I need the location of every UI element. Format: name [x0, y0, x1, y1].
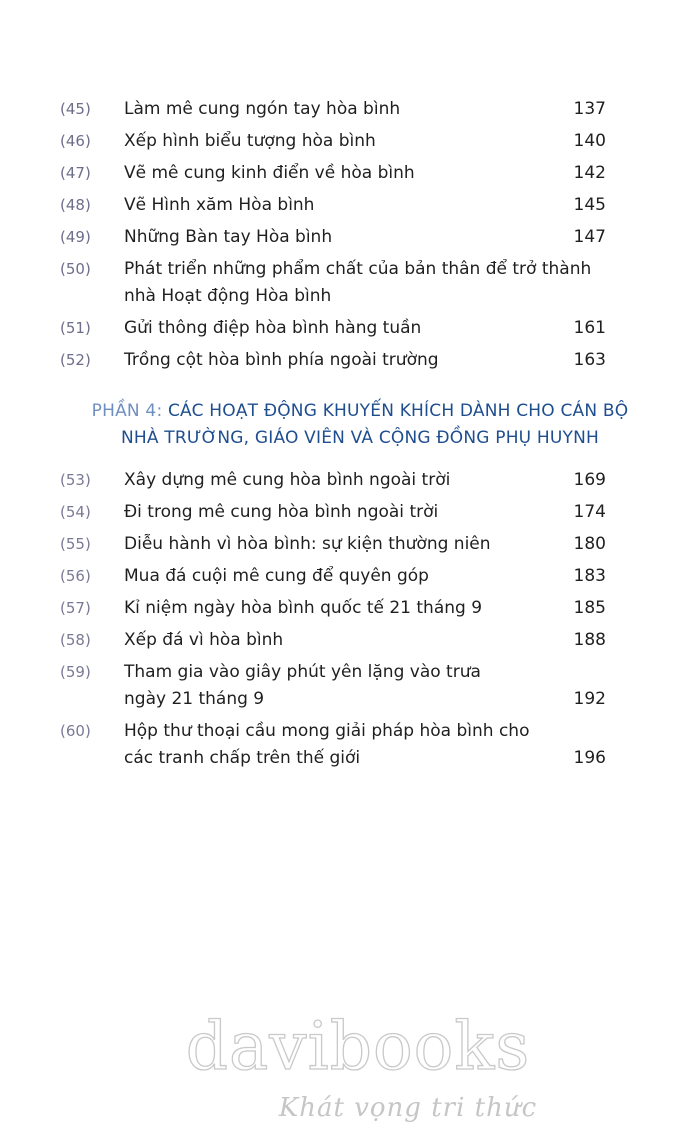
entry-title: Những Bàn tay Hòa bình: [124, 227, 333, 247]
entry-page: 142: [573, 163, 606, 183]
entry-page: 188: [573, 630, 606, 650]
entry-title: Làm mê cung ngón tay hòa bình: [124, 99, 401, 119]
entry-number: (56): [60, 567, 91, 585]
entry-title: Vẽ mê cung kinh điển về hòa bình: [124, 163, 415, 183]
entry-page: 174: [573, 502, 606, 522]
entry-number: (45): [60, 100, 91, 118]
entry-number: (54): [60, 503, 91, 521]
entry-number: (59): [60, 663, 91, 681]
entry-title: Mua đá cuội mê cung để quyên góp: [124, 566, 429, 586]
entry-title: Xây dựng mê cung hòa bình ngoài trời: [124, 470, 451, 490]
watermark-logo: davibooks: [185, 1008, 531, 1085]
entry-page: 161: [573, 318, 606, 338]
entry-number: (53): [60, 471, 91, 489]
entry-title: Xếp hình biểu tượng hòa bình: [124, 131, 376, 151]
entry-page: 163: [573, 350, 606, 370]
entry-title: Hộp thư thoại cầu mong giải pháp hòa bình cho: [124, 721, 530, 741]
entry-number: (57): [60, 599, 91, 617]
entry-page: 147: [573, 227, 606, 247]
entry-number: (52): [60, 351, 91, 369]
entry-title: Trồng cột hòa bình phía ngoài trường: [124, 350, 439, 370]
entry-number: (60): [60, 722, 91, 740]
entry-number: (48): [60, 196, 91, 214]
entry-page: 137: [573, 99, 606, 119]
entry-page: 192: [573, 689, 606, 709]
section-title-line2: NHÀ TRƯỜNG, GIÁO VIÊN VÀ CỘNG ĐỒNG PHỤ HUYNH: [120, 428, 600, 448]
entry-number: (50): [60, 260, 91, 278]
entry-number: (58): [60, 631, 91, 649]
entry-title-line2: nhà Hoạt động Hòa bình: [124, 286, 332, 306]
section-prefix: PHẦN 4:: [91, 401, 163, 421]
entry-title: Xếp đá vì hòa bình: [124, 630, 284, 650]
section-title-line1: CÁC HOẠT ĐỘNG KHUYẾN KHÍCH DÀNH CHO CÁN BỘ: [167, 401, 629, 421]
entry-page: 196: [573, 748, 606, 768]
entry-title: Tham gia vào giây phút yên lặng vào trưa: [124, 662, 481, 682]
entry-title: Vẽ Hình xăm Hòa bình: [124, 195, 315, 215]
entry-number: (49): [60, 228, 91, 246]
entry-number: (47): [60, 164, 91, 182]
section-heading-line2: [30, 425, 690, 452]
entry-page: 183: [573, 566, 606, 586]
entry-title: Gửi thông điệp hòa bình hàng tuần: [124, 318, 422, 338]
entry-page: 169: [573, 470, 606, 490]
entry-title: Phát triển những phẩm chất của bản thân để trở thành: [124, 259, 592, 279]
entry-number: (55): [60, 535, 91, 553]
entry-title: Đi trong mê cung hòa bình ngoài trời: [124, 502, 439, 522]
entry-number: (51): [60, 319, 91, 337]
entry-title-line2: các tranh chấp trên thế giới: [124, 748, 361, 768]
entry-title-line2: ngày 21 tháng 9: [124, 689, 265, 709]
entry-title: Kỉ niệm ngày hòa bình quốc tế 21 tháng 9: [124, 598, 483, 618]
entry-page: 140: [573, 131, 606, 151]
entry-page: 180: [573, 534, 606, 554]
watermark-tagline: Khát vọng tri thức: [278, 1093, 538, 1123]
entry-number: (46): [60, 132, 91, 150]
entry-page: 185: [573, 598, 606, 618]
entry-page: 145: [573, 195, 606, 215]
entry-title: Diễu hành vì hòa bình: sự kiện thường niên: [124, 534, 491, 554]
section-heading-line1: [30, 398, 690, 425]
